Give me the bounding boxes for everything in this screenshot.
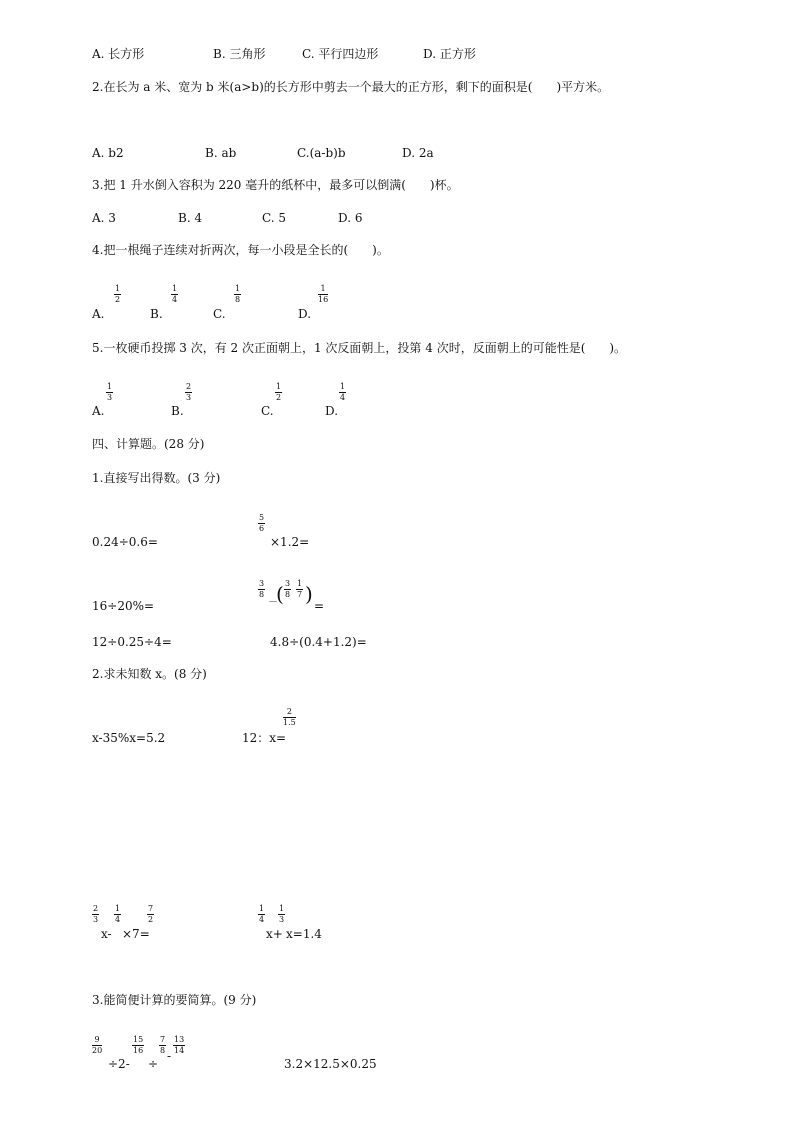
part1-expr2-fraction: $\frac{5}{6}$: [259, 513, 265, 533]
part2-expr3-fraction1: $\frac{2}{3}$: [93, 904, 99, 924]
part1-expr5: 12÷0.25÷4=: [92, 635, 172, 649]
q5-fraction-c: $\frac{1}{2}$: [276, 382, 282, 402]
part3-expr1-mid3: -: [167, 1049, 172, 1063]
part1-expr1: 0.24÷0.6=: [92, 535, 158, 549]
part1-expr2-tail: ×1.2=: [270, 535, 310, 549]
q1-option-a: A. 长方形: [92, 47, 145, 61]
q1-option-d: D. 正方形: [423, 47, 476, 61]
q5-letter-d: D.: [325, 404, 339, 418]
q2-option-b: B. ab: [205, 146, 237, 160]
q1-option-b: B. 三角形: [213, 47, 266, 61]
section4-title: 四、计算题。(28 分): [92, 437, 205, 451]
q4-fraction-a: $\frac{1}{2}$: [115, 284, 121, 304]
part2-expr3-fraction3: $\frac{7}{2}$: [148, 904, 154, 924]
part2-title: 2.求未知数 x。(8 分): [92, 667, 207, 681]
part2-expr3-fraction2: $\frac{1}{4}$: [115, 904, 121, 924]
q5-letter-a: A.: [92, 404, 105, 418]
q4-fraction-c: $\frac{1}{8}$: [235, 284, 241, 304]
q3-option-a: A. 3: [92, 211, 116, 225]
part2-expr4-mid: x+: [266, 927, 283, 941]
q5-letter-b: B.: [171, 404, 184, 418]
q3-option-d: D. 6: [338, 211, 363, 225]
part2-expr3-mid1: x-: [101, 927, 112, 941]
q4-letter-d: D.: [298, 307, 312, 321]
part1-expr4-minus: －: [268, 597, 278, 608]
q2-option-a: A. b2: [92, 146, 124, 160]
part3-expr1-mid2: ÷: [148, 1057, 159, 1071]
q1-option-c: C. 平行四边形: [302, 47, 379, 61]
part3-expr1-fraction1: $\frac{9}{20}$: [92, 1035, 103, 1055]
part2-expr2-head: 12：x=: [242, 731, 287, 745]
q2-option-c: C.(a-b)b: [297, 146, 346, 160]
part1-expr4-fraction1: $\frac{3}{8}$: [259, 579, 265, 599]
part3-expr2: 3.2×12.5×0.25: [284, 1057, 377, 1071]
q4-fraction-d: $\frac{1}{16}$: [318, 284, 329, 304]
q5-fraction-d: $\frac{1}{4}$: [340, 382, 346, 402]
part1-expr6: 4.8÷(0.4+1.2)=: [270, 635, 367, 649]
q4-fraction-b: $\frac{1}{4}$: [172, 284, 178, 304]
q5-letter-c: C.: [261, 404, 274, 418]
part2-expr2-fraction: $\frac{2}{1.5}$: [283, 707, 296, 727]
q3-option-c: C. 5: [262, 211, 287, 225]
q5-fraction-a: $\frac{1}{3}$: [107, 382, 113, 402]
part1-expr4-tail: =: [314, 599, 325, 613]
part1-title: 1.直接写出得数。(3 分): [92, 471, 221, 485]
part3-title: 3.能简便计算的要简算。(9 分): [92, 993, 257, 1007]
q3-option-b: B. 4: [178, 211, 203, 225]
part3-expr1-fraction2: $\frac{15}{16}$: [133, 1035, 144, 1055]
part1-expr4-lparen: (: [276, 582, 284, 606]
part2-expr4-tail: x=1.4: [286, 927, 322, 941]
q5-fraction-b: $\frac{2}{3}$: [186, 382, 192, 402]
q3-text: 3.把 1 升水倒入容积为 220 毫升的纸杯中，最多可以倒满( )杯。: [92, 178, 459, 192]
q5-text: 5.一枚硬币投掷 3 次，有 2 次正面朝上，1 次反面朝上，投第 4 次时，反面朝上的可能性是( )。: [92, 341, 627, 355]
q2-text: 2.在长为 a 米、宽为 b 米(a>b)的长方形中剪去一个最大的正方形，剩下的面积是( )平方米。: [92, 80, 610, 94]
part2-expr4-fraction1: $\frac{1}{4}$: [259, 904, 265, 924]
part3-expr1-mid1: ÷2-: [108, 1057, 130, 1071]
part1-expr4-rparen: ): [305, 582, 313, 606]
q4-text: 4.把一根绳子连续对折两次，每一小段是全长的( )。: [92, 243, 389, 257]
part1-expr4-fraction2: $\frac{3}{8}$: [285, 579, 291, 599]
part3-expr1-fraction4: $\frac{13}{14}$: [174, 1035, 185, 1055]
part2-expr4-fraction2: $\frac{1}{3}$: [279, 904, 285, 924]
q2-option-d: D. 2a: [402, 146, 434, 160]
q4-letter-a: A.: [92, 307, 105, 321]
q4-letter-b: B.: [150, 307, 163, 321]
part2-expr3-mid2: ×7=: [122, 927, 150, 941]
part1-expr4-fraction3: $\frac{1}{7}$: [297, 579, 303, 599]
part2-expr1: x-35%x=5.2: [92, 731, 166, 745]
part1-expr3: 16÷20%=: [92, 599, 155, 613]
q4-letter-c: C.: [213, 307, 226, 321]
part3-expr1-fraction3: $\frac{7}{8}$: [160, 1035, 166, 1055]
